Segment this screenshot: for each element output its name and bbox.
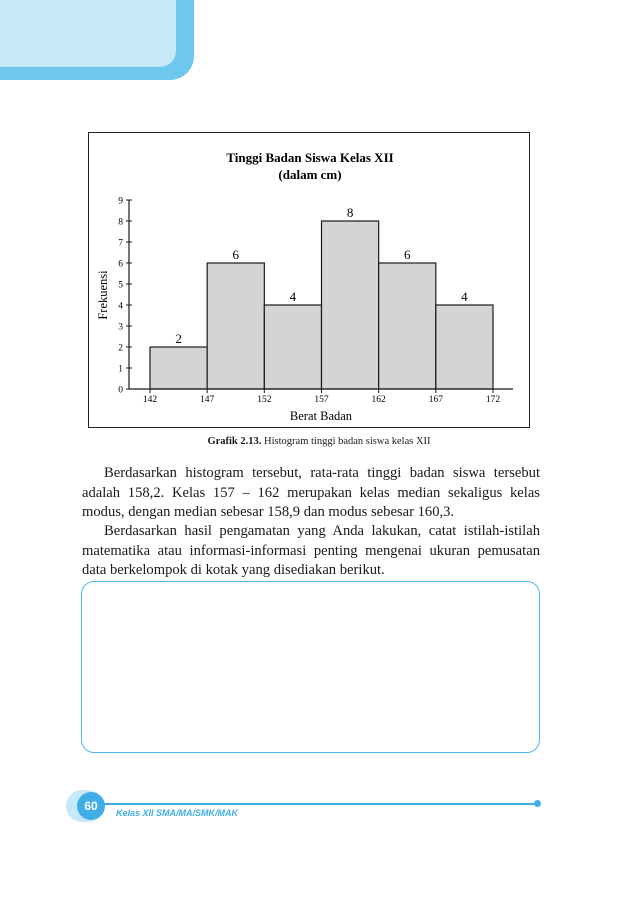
x-axis-label: Berat Badan xyxy=(289,409,353,423)
y-tick-label: 5 xyxy=(118,280,123,291)
caption-text: Histogram tinggi badan siswa kelas XII xyxy=(261,436,431,447)
bar-value-label: 2 xyxy=(175,331,182,346)
bar-value-label: 4 xyxy=(461,289,468,304)
x-tick-label: 142 xyxy=(142,395,158,405)
page-number: 60 xyxy=(77,792,105,820)
x-tick-label: 147 xyxy=(200,395,215,405)
bar-value-label: 4 xyxy=(289,289,297,304)
x-tick-label: 162 xyxy=(371,395,386,405)
footer-line xyxy=(104,803,537,805)
book-title: Kelas XII SMA/MA/SMK/MAK xyxy=(116,808,239,818)
corner-tab-inner xyxy=(0,0,176,67)
y-tick-label: 1 xyxy=(118,364,123,375)
paragraph-1-line-1: Berdasarkan histogram tersebut, rata-rata tinggi badan siswa tersebut xyxy=(104,465,540,481)
histogram-bar xyxy=(436,305,493,389)
x-tick-label: 152 xyxy=(257,395,272,405)
paragraph-1-line-2: adalah 158,2. Kelas 157 – 162 merupakan kelas median sekaligus kelas modus, xyxy=(82,484,540,520)
histogram-bar xyxy=(322,221,379,389)
notes-box[interactable] xyxy=(81,581,540,753)
caption-label: Grafik 2.13. xyxy=(207,436,262,447)
y-axis-label: Frekuensi xyxy=(96,270,110,320)
x-tick-label: 172 xyxy=(485,395,501,405)
figure-caption xyxy=(0,436,638,447)
chart-subtitle: (dalam cm) xyxy=(278,167,342,182)
paragraph-1-line-3: dengan median sebesar 158,9 dan modus sebesar 160,3. xyxy=(128,504,455,520)
y-tick-label: 9 xyxy=(118,196,123,207)
chart-title: Tinggi Badan Siswa Kelas XII xyxy=(226,150,394,165)
histogram-bar xyxy=(207,263,264,389)
histogram-bar xyxy=(150,347,207,389)
x-tick-label: 157 xyxy=(314,395,329,405)
paragraph-2-line-1: Berdasarkan hasil pengamatan yang Anda lakukan, catat istilah-istilah xyxy=(104,523,540,539)
histogram-bar xyxy=(379,263,436,389)
bar-value-label: 6 xyxy=(232,247,239,262)
paragraph-1 xyxy=(82,464,540,523)
y-tick-label: 4 xyxy=(118,301,123,312)
footer-dot xyxy=(534,800,541,807)
histogram-svg xyxy=(89,133,531,429)
paragraph-2 xyxy=(82,522,540,581)
y-tick-label: 2 xyxy=(118,343,123,354)
x-tick-label: 167 xyxy=(428,395,443,405)
histogram-chart xyxy=(88,132,530,428)
y-tick-label: 6 xyxy=(118,259,123,270)
bar-value-label: 8 xyxy=(346,205,354,220)
y-tick-label: 7 xyxy=(118,238,123,249)
bar-value-label: 6 xyxy=(404,247,411,262)
y-tick-label: 8 xyxy=(118,217,123,228)
paragraph-2-line-2: matematika atau informasi-informasi penting mengenai ukuran pemusatan xyxy=(82,542,540,559)
paragraph-2-line-3: data berkelompok di kotak yang disediakan berikut. xyxy=(82,562,385,578)
y-tick-label: 0 xyxy=(118,385,123,396)
histogram-bar xyxy=(264,305,321,389)
y-tick-label: 3 xyxy=(118,322,123,333)
